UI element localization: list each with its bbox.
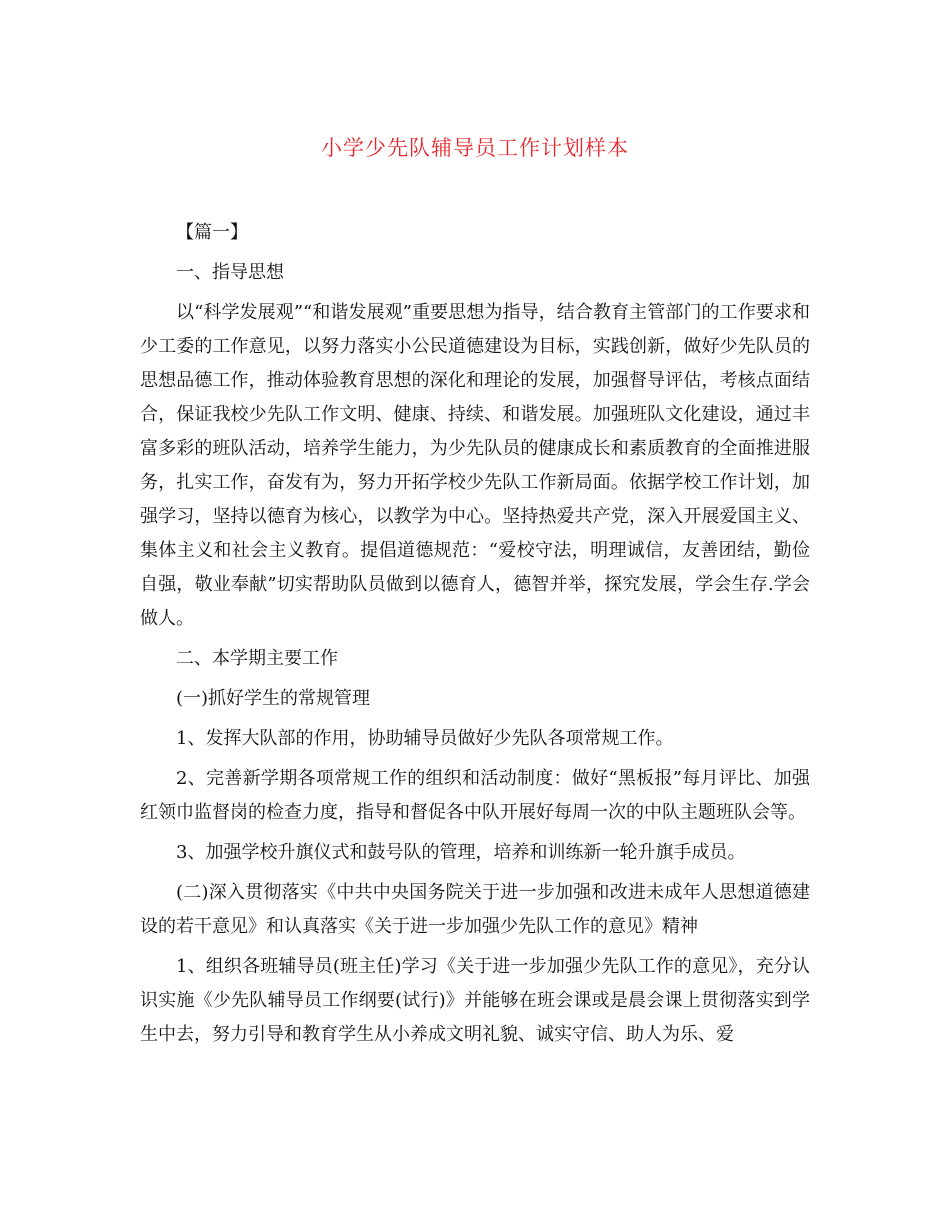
paragraph-item-2: 2、完善新学期各项常规工作的组织和活动制度：做好“黑板报”每月评比、加强红领巾监督岗的检查力度，指导和督促各中队开展好每周一次的中队主题班队会等。 <box>140 768 810 823</box>
heading-guiding-thought: 一、指导思想 <box>176 262 284 283</box>
section-label: 【篇一】 <box>176 222 248 243</box>
document-title: 小学少先队辅导员工作计划样本 <box>321 136 629 160</box>
document-body <box>140 216 810 1052</box>
subheading-implementation: (二)深入贯彻落实《中共中央国务院关于进一步加强和改进未成年人思想道德建设的若干意见》和认真落实《关于进一步加强少先队工作的意见》精神 <box>140 882 810 937</box>
subheading-routine-management: (一)抓好学生的常规管理 <box>176 688 371 709</box>
paragraph-guiding-thought: 以“科学发展观”“和谐发展观”重要思想为指导，结合教育主管部门的工作要求和少工委的工作意见，以努力落实小公民道德建设为目标，实践创新，做好少先队员的思想品德工作，推动体验教育思想的深化和理论的发展，加强督导评估，考核点面结合，保证我校少先队工作文明、健康、持续、和谐发展。加强班队文化建设，通过丰富多彩的班队活动，培养学生能力，为少先队员的健康成长和素质教育的全面推进服务，扎实工作，奋发有为，努力开拓学校少先队工作新局面。依据学校工作计划，加强学习，坚持以德育为核心，以教学为中心。坚持热爱共产党，深入开展爱国主义、集体主义和社会主义教育。提倡道德规范：“爱校守法，明理诚信，友善团结，勤俭自强，敬业奉献”切实帮助队员做到以德育人，德智并举，探究发展，学会生存.学会做人。 <box>140 302 810 629</box>
paragraph-implementation-item-1: 1、组织各班辅导员(班主任)学习《关于进一步加强少先队工作的意见》，充分认识实施《少先队辅导员工作纲要(试行)》并能够在班会课或是晨会课上贯彻落实到学生中去，努力引导和教育学生从小养成文明礼貌、诚实守信、助人为乐、爱 <box>140 956 810 1045</box>
paragraph-item-1: 1、发挥大队部的作用，协助辅导员做好少先队各项常规工作。 <box>176 728 674 749</box>
heading-main-work: 二、本学期主要工作 <box>176 648 338 669</box>
paragraph-item-3: 3、加强学校升旗仪式和鼓号队的管理，培养和训练新一轮升旗手成员。 <box>176 842 746 863</box>
